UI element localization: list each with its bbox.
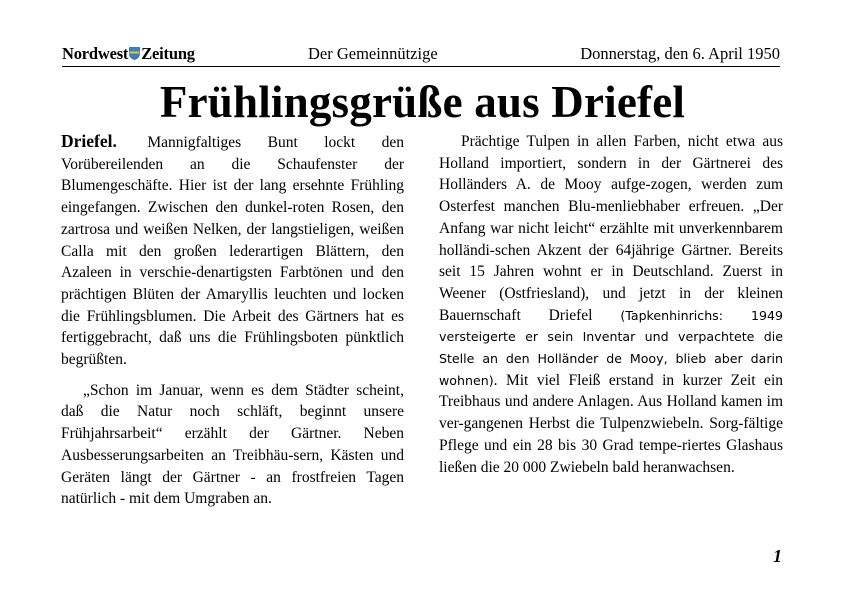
issue-date: Donnerstag, den 6. April 1950 <box>580 44 780 63</box>
page-number: 1 <box>773 546 782 566</box>
dateline: Driefel. <box>61 131 117 151</box>
paragraph <box>439 131 783 478</box>
paragraph <box>61 131 404 371</box>
paragraph-text: . Mit viel Fleiß erstand in kurzer Zeit ein Treibhaus und andere Anlagen. Aus Holland kamen im ver-gangenen Herbst die Tulpenzwiebeln. Sorg-fältige Pflege und ein 28 bis 30 Grad tempe-riertes Glashaus ließen die 20 000 Zwiebeln bald heranwachsen. <box>439 371 783 476</box>
editorial-note: (Tapkenhinrichs: 1949 versteigerte er sein Inventar und verpachtete die Stelle an den Holländer de Mooy, blieb aber darin wohnen) <box>439 307 783 388</box>
paragraph: „Schon im Januar, wenn es dem Städter scheint, daß die Natur noch schläft, beginnt unsere Frühjahrsarbeit“ erzählt der Gärtner. Neben Ausbesserungsarbeiten an Treibhäu-sern, Kästen und Geräten längt der Gärtner - an frostfreien Tagen natürlich - mit dem Umgraben an. <box>61 381 404 508</box>
article-column-left <box>61 131 404 510</box>
article-headline: Frühlingsgrüße aus Driefel <box>159 77 686 127</box>
crest-icon <box>129 47 140 60</box>
crest-band <box>130 52 140 54</box>
masthead <box>62 44 780 67</box>
newspaper-name-right: Zeitung <box>141 44 195 63</box>
article-column-right <box>439 131 783 478</box>
section-title: Der Gemeinnützige <box>308 44 438 63</box>
paragraph-text: Mannigfaltiges Bunt lockt den Vorübereilenden an die Schaufenster der Blumengeschäfte. Hier ist der lang ersehnte Frühling eingefangen. Zwischen den dunkel-roten Rosen, den zartrosa und weißen Nelken, der langstieligen, weißen Calla mit den großen lederartigen Blättern, den Azaleen in verschie-denartigsten Farbtönen und den prächtigen Blüten der Amaryllis leuchten und locken die Frühlingsblumen. Die Arbeit des Gärtners hat es fertiggebracht, daß uns die Frühlingsboten pünktlich begrüßten. <box>61 134 405 369</box>
newspaper-name <box>62 44 195 64</box>
newspaper-name-left: Nordwest <box>62 44 129 63</box>
paragraph-text: Prächtige Tulpen in allen Farben, nicht etwa aus Holland importiert, sondern in der Gärtnerei des Holländers A. de Mooy aufge-zogen, werden zum Osterfest manchen Blu-menliebhaber erfreuen. „Der Anfang war nicht leicht“ erzählte mit unverkennbarem holländi-schen Akzent der 64jährige Gärtner. Bereits seit 15 Jahren wohnt er in Deutschland. Zuerst in Weener (Ostfriesland), und jetzt in der kleinen Bauernschaft Driefel <box>439 133 783 324</box>
